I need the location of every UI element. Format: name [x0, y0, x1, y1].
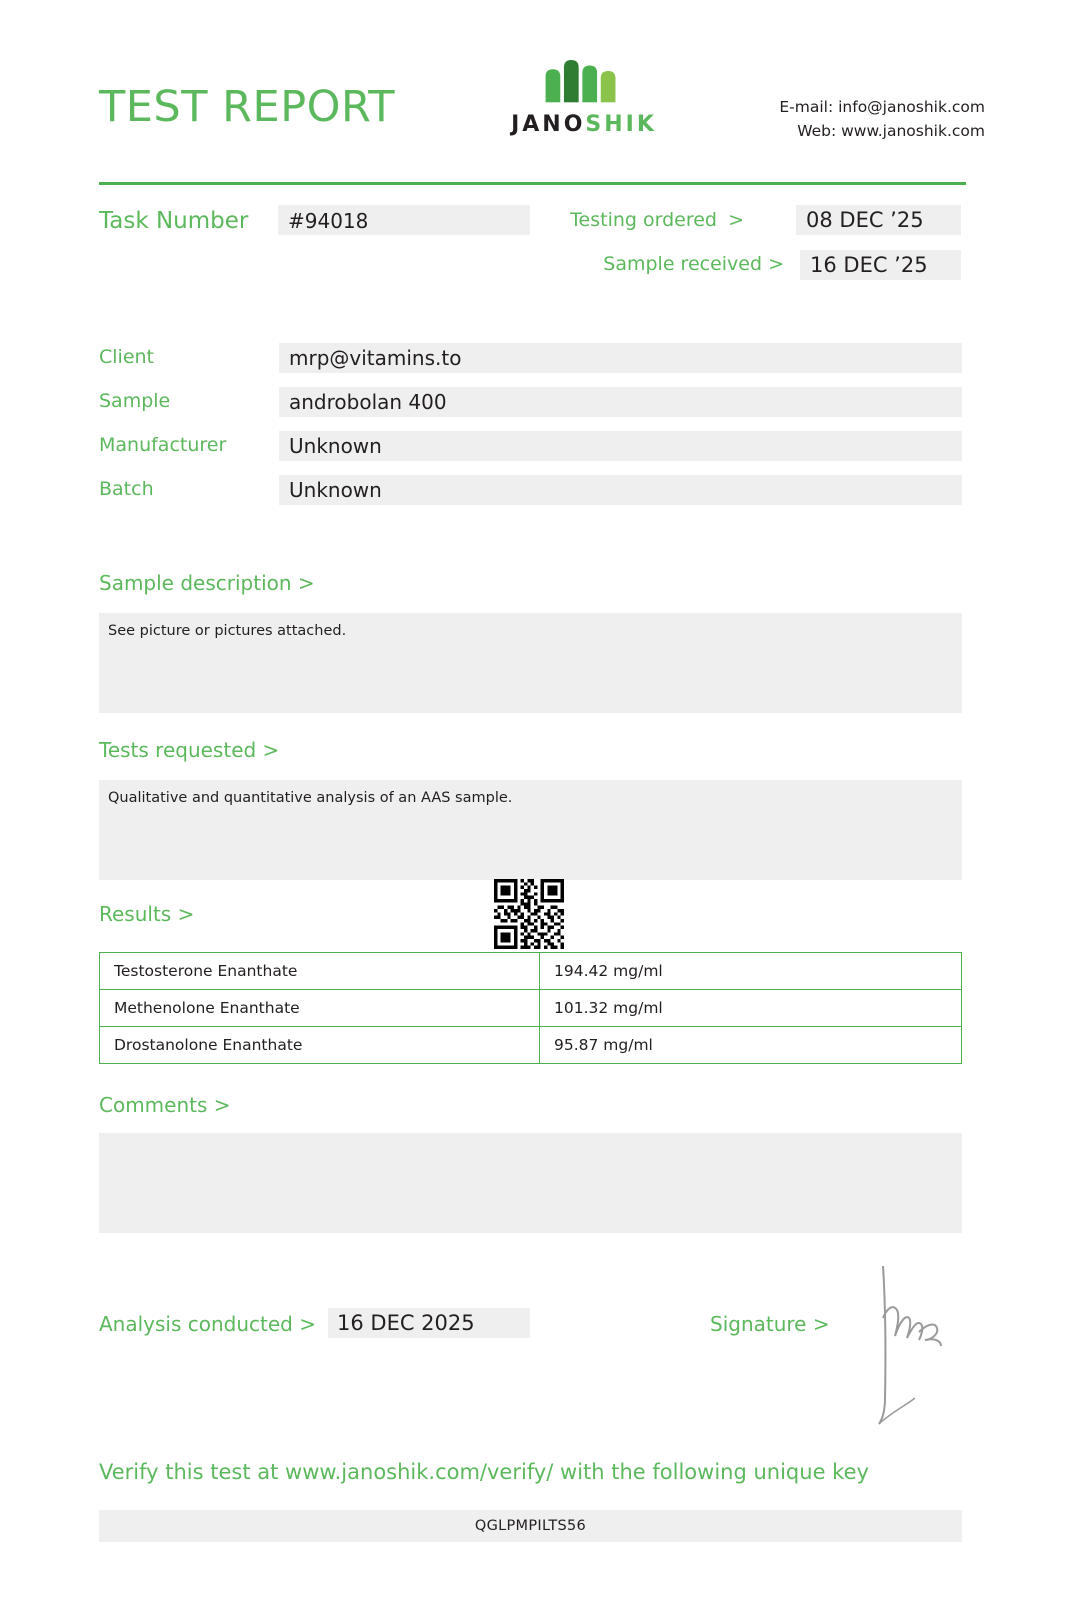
task-number-value: #94018 — [278, 205, 530, 235]
janoshik-mark-icon — [529, 60, 639, 106]
tests-requested-text: Qualitative and quantitative analysis of an AAS sample. — [99, 780, 962, 880]
qr-code-icon — [494, 879, 564, 949]
sample-description-title: Sample description > — [99, 571, 315, 595]
table-row — [100, 990, 962, 1027]
info-value-batch: Unknown — [279, 475, 962, 505]
result-value: 95.87 mg/ml — [540, 1027, 962, 1064]
sample-received-label: Sample received > — [603, 253, 784, 275]
analysis-conducted-label: Analysis conducted > — [99, 1312, 316, 1336]
comments-title: Comments > — [99, 1093, 231, 1117]
info-label-sample: Sample — [99, 390, 171, 412]
info-value-manufacturer: Unknown — [279, 431, 962, 461]
result-name: Drostanolone Enanthate — [100, 1027, 540, 1064]
info-row-client — [99, 343, 962, 373]
task-number-label: Task Number — [99, 208, 249, 234]
testing-ordered-value: 08 DEC ’25 — [796, 205, 961, 235]
verify-text: Verify this test at www.janoshik.com/verify/ with the following unique key — [99, 1460, 869, 1484]
info-value-sample: androbolan 400 — [279, 387, 962, 417]
header-divider — [99, 182, 966, 185]
logo — [469, 60, 699, 137]
comments-text — [99, 1133, 962, 1233]
logo-text-dark: JANO — [511, 112, 586, 137]
unique-key: QGLPMPILTS56 — [99, 1510, 962, 1542]
info-row-batch — [99, 475, 962, 505]
analysis-conducted-value: 16 DEC 2025 — [328, 1308, 530, 1338]
table-row — [100, 953, 962, 990]
signature-label: Signature > — [710, 1312, 830, 1336]
contact-info — [779, 95, 985, 143]
result-name: Testosterone Enanthate — [100, 953, 540, 990]
report-header — [99, 60, 985, 170]
sample-received-value: 16 DEC ’25 — [800, 250, 961, 280]
logo-text — [469, 112, 699, 137]
contact-email: E-mail: info@janoshik.com — [779, 98, 985, 116]
tests-requested-title: Tests requested > — [99, 738, 280, 762]
results-table — [99, 952, 962, 1064]
result-name: Methenolone Enanthate — [100, 990, 540, 1027]
info-row-sample — [99, 387, 962, 417]
signature-image — [855, 1258, 965, 1428]
testing-ordered-arrow: > — [728, 209, 744, 231]
results-title: Results > — [99, 902, 195, 926]
testing-ordered-label: Testing ordered — [570, 209, 717, 231]
info-label-client: Client — [99, 346, 155, 368]
info-label-manufacturer: Manufacturer — [99, 434, 227, 456]
info-block — [99, 343, 962, 519]
sample-description-text: See picture or pictures attached. — [99, 613, 962, 713]
page-title: TEST REPORT — [99, 82, 396, 132]
result-value: 194.42 mg/ml — [540, 953, 962, 990]
info-label-batch: Batch — [99, 478, 154, 500]
info-row-manufacturer — [99, 431, 962, 461]
result-value: 101.32 mg/ml — [540, 990, 962, 1027]
table-row — [100, 1027, 962, 1064]
contact-web: Web: www.janoshik.com — [797, 122, 985, 141]
logo-text-accent: SHIK — [585, 112, 657, 137]
info-value-client: mrp@vitamins.to — [279, 343, 962, 373]
